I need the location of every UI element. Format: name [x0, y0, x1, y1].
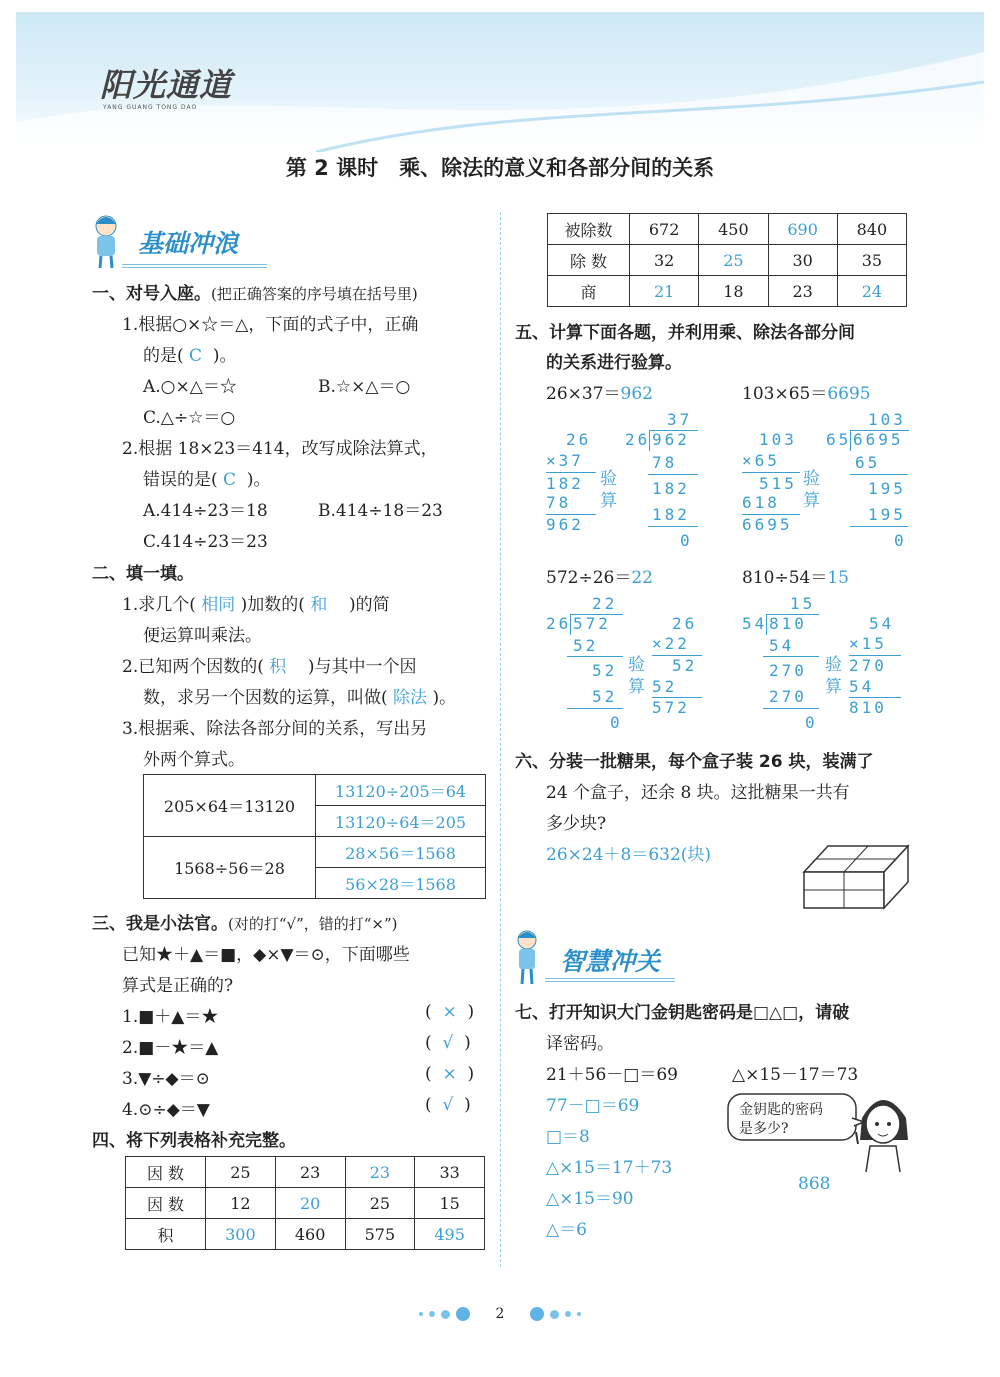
q4-heading: 四、将下列表格补充完整。: [92, 1131, 296, 1151]
logo: 阳光通道: [100, 66, 233, 104]
q3-line1: 已知★＋▲＝■，◆×▼＝⊙，下面哪些: [122, 945, 410, 965]
column-divider: [500, 212, 501, 1267]
q2-item1-line2: 便运算叫乘法。: [143, 626, 262, 646]
q2-item2-line2: 数，求另一个因数的运算，叫做( 除法 )。: [143, 688, 457, 708]
section-title-challenge: 智慧冲关: [560, 947, 661, 976]
q2-item1-line1: 1.求几个( 相同 )加数的( 和 )的简: [122, 595, 390, 615]
q2-item3-line1: 3.根据乘、除法各部分间的关系，写出另: [122, 719, 428, 739]
q6-line2: 24 个盒子，还余 8 块。这批糖果一共有: [546, 783, 850, 803]
girl-thinking-icon: [852, 1088, 914, 1174]
q3-answer-bracket: ( √ ): [425, 1095, 471, 1115]
q7-equation-1: 21＋56－□＝69: [546, 1065, 678, 1085]
relations-given-2: 1568÷56＝28: [144, 837, 316, 899]
boy-mascot-icon: [512, 928, 542, 986]
q7-line1: 七、打开知识大门金钥匙密码是□△□，请破: [515, 1003, 850, 1023]
q5-heading-line1: 五、计算下面各题，并利用乘、除法各部分间: [515, 323, 855, 343]
q5-heading-line2: 的关系进行验算。: [546, 353, 682, 373]
q3-item: 3.▼÷◆＝⊙: [122, 1069, 210, 1089]
relations-given-1: 205×64＝13120: [144, 775, 316, 837]
q1-option-a: A.○×△＝☆: [143, 377, 237, 397]
q1-item2-option-b: B.414÷18＝23: [318, 501, 443, 521]
q1-item1-line2: 的是( C )。: [143, 346, 237, 366]
q6-line3: 多少块?: [546, 814, 607, 834]
q5-problem-3: 572÷26＝22: [546, 568, 653, 588]
q7-code-answer: 868: [798, 1174, 831, 1194]
q3-answer-bracket: ( × ): [425, 1064, 475, 1084]
factor-table: [125, 1156, 485, 1250]
relations-answer: 13120÷205＝64: [316, 775, 486, 806]
table-row: 商 21 18 23 24: [548, 276, 907, 307]
q7-step: △×15＝90: [546, 1189, 634, 1209]
table-row: 因 数 25 23 23 33: [126, 1157, 485, 1188]
q1-item2-line1: 2.根据 18×23＝414，改写成除法算式，: [122, 439, 438, 459]
candy-box-icon: [800, 838, 912, 912]
section-underline: [545, 978, 675, 982]
page-footer: [0, 1306, 1000, 1322]
q3-item: 4.⊙÷◆＝▼: [122, 1100, 210, 1120]
q7-step: △×15＝17＋73: [546, 1158, 673, 1178]
q6-line1: 六、分装一批糖果，每个盒子装 26 块，装满了: [515, 752, 874, 772]
q6-answer: 26×24＋8＝632(块): [546, 845, 712, 865]
q1-item2-answer: C: [223, 470, 237, 490]
relations-answer: 28×56＝1568: [316, 837, 486, 868]
q5-problem-4: 810÷54＝15: [742, 568, 849, 588]
table-row: 被除数 672 450 690 840: [548, 214, 907, 245]
q1-item1-line1: 1.根据○×☆＝△，下面的式子中，正确: [122, 315, 419, 335]
bubble-text-line1: 金钥匙的密码: [739, 1102, 823, 1118]
table-row: 因 数 12 20 25 15: [126, 1188, 485, 1219]
q3-answer-bracket: ( √ ): [425, 1033, 471, 1053]
q1-item1-answer: C: [189, 346, 203, 366]
relations-answer: 13120÷64＝205: [316, 806, 486, 837]
q5-problem-1: 26×37＝962: [546, 384, 653, 404]
bubble-text-line2: 是多少?: [739, 1121, 789, 1137]
section-underline: [122, 264, 267, 268]
q7-step: 77－□＝69: [546, 1096, 640, 1116]
q2-item3-line2: 外两个算式。: [143, 750, 245, 770]
q5-problem-2: 103×65＝6695: [742, 384, 871, 404]
q1-option-b: B.☆×△＝○: [318, 377, 411, 397]
q3-line2: 算式是正确的?: [122, 976, 234, 996]
section-title-basic: 基础冲浪: [138, 229, 239, 258]
table-row: 除 数 32 25 30 35: [548, 245, 907, 276]
girl-mascot-icon: [88, 212, 124, 270]
q3-heading: 三、我是小法官。(对的打“√”，错的打“×”): [92, 914, 398, 934]
q3-item: 2.■－★＝▲: [122, 1038, 219, 1058]
page-number: 2: [495, 1306, 505, 1322]
q1-item2-line2: 错误的是( C )。: [143, 470, 271, 490]
division-table: [547, 213, 907, 307]
q3-answer-bracket: ( × ): [425, 1002, 475, 1022]
q7-line2: 译密码。: [546, 1034, 614, 1054]
q1-heading: 一、对号入座。(把正确答案的序号填在括号里): [92, 284, 418, 304]
relations-answer: 56×28＝1568: [316, 868, 486, 899]
q2-item2-line1: 2.已知两个因数的( 积 )与其中一个因: [122, 657, 417, 677]
q2-heading: 二、填一填。: [92, 564, 194, 584]
page-title: 第 2 课时 乘、除法的意义和各部分间的关系: [285, 156, 715, 180]
q1-item2-option-a: A.414÷23＝18: [143, 501, 268, 521]
q7-step: □＝8: [546, 1127, 590, 1147]
q1-option-c: C.△÷☆＝○: [143, 408, 236, 428]
logo-subtitle: YANG GUANG TONG DAO: [103, 104, 198, 111]
relations-table: [143, 774, 486, 899]
q7-equation-2: △×15－17＝73: [732, 1065, 859, 1085]
q1-item2-option-c: C.414÷23＝23: [143, 532, 268, 552]
q7-step: △＝6: [546, 1220, 587, 1240]
q3-item: 1.■＋▲＝★: [122, 1007, 219, 1027]
table-row: 积 300 460 575 495: [126, 1219, 485, 1250]
